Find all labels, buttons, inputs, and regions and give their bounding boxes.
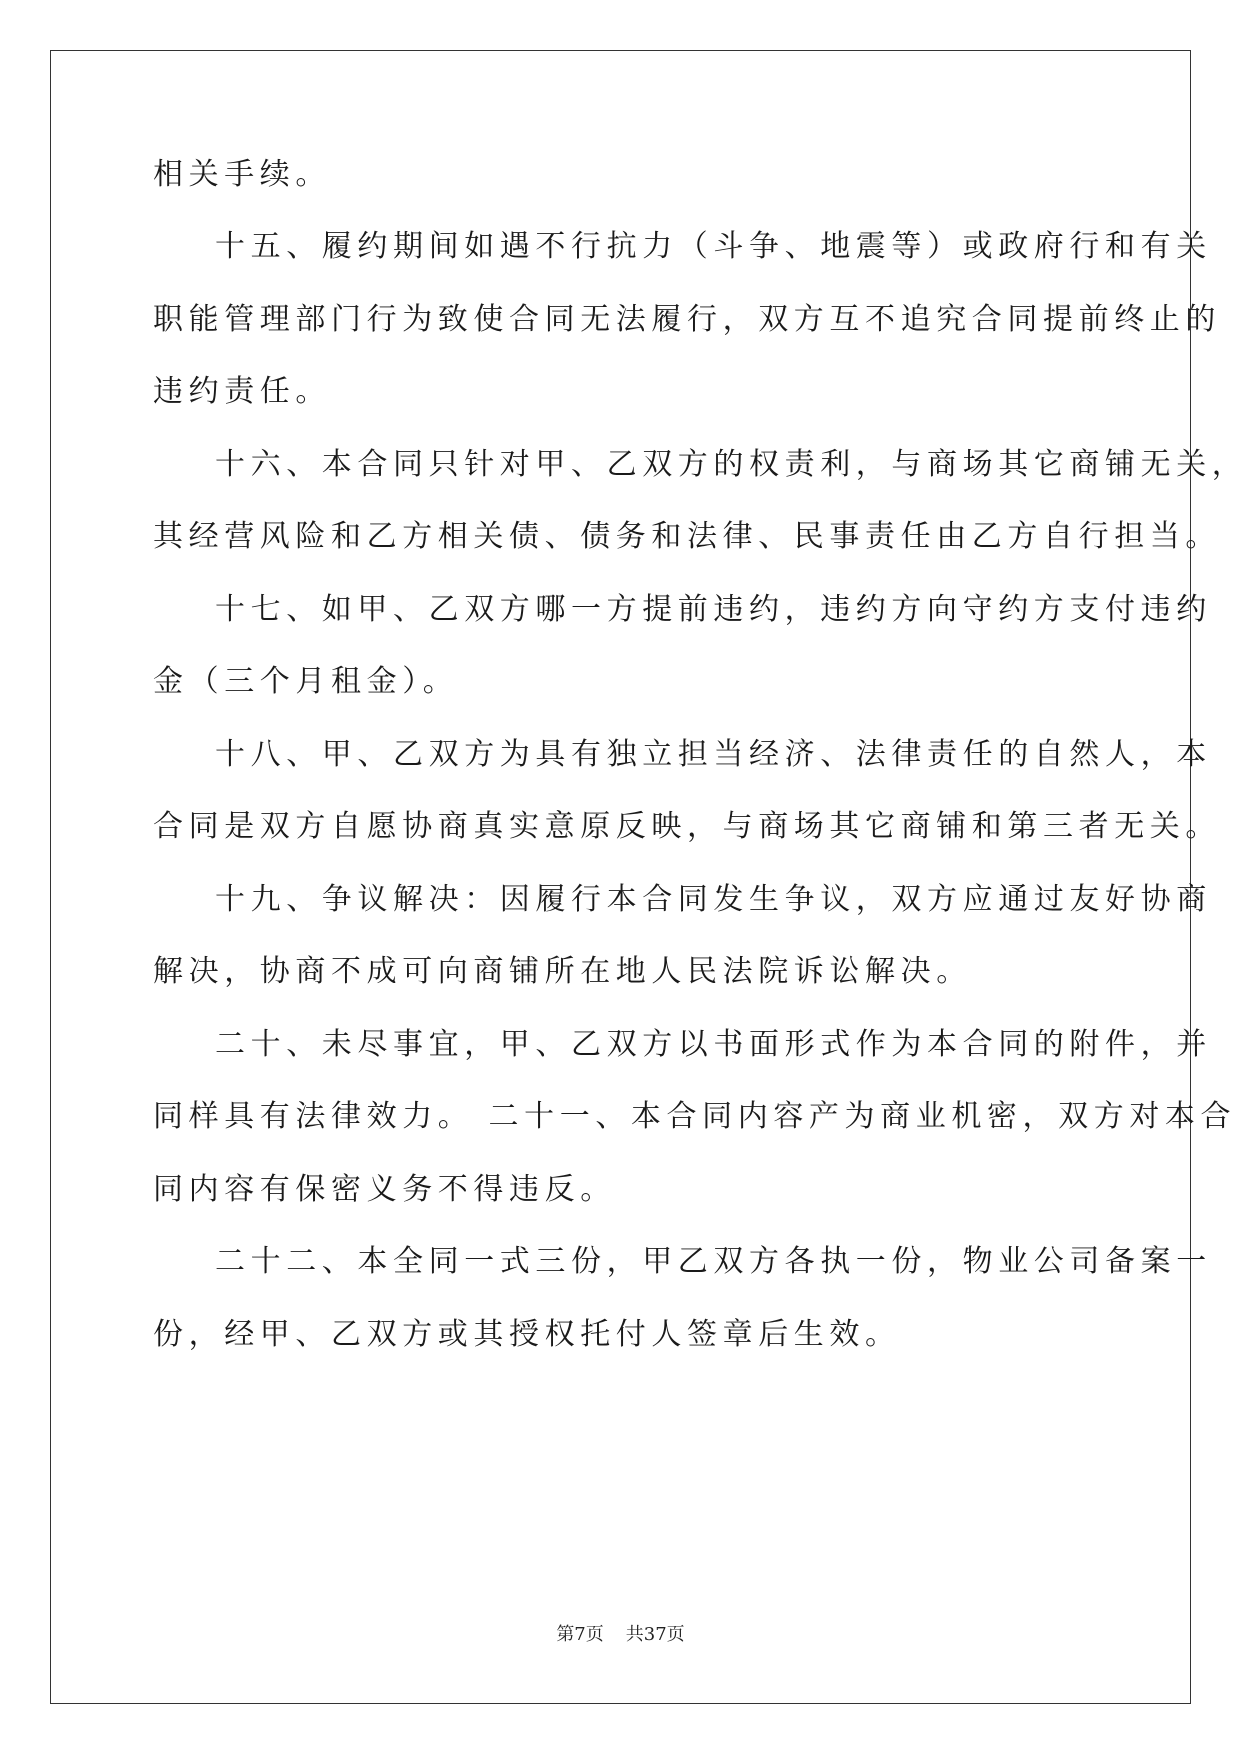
text-line: 十七、如甲、乙双方哪一方提前违约，违约方向守约方支付违约: [215, 592, 1212, 627]
text-line: 十六、本合同只针对甲、乙双方的权责利，与商场其它商铺无关，: [215, 447, 1247, 482]
text-line: 职能管理部门行为致使合同无法履行，双方互不追究合同提前终止的: [153, 302, 1221, 337]
page-total: 共37页: [625, 1624, 685, 1645]
text-line: 其经营风险和乙方相关债、债务和法律、民事责任由乙方自行担当。: [153, 519, 1221, 554]
text-line: 解决，协商不成可向商铺所在地人民法院诉讼解决。: [153, 954, 972, 989]
text-line: 十五、履约期间如遇不行抗力（斗争、地震等）或政府行和有关: [215, 229, 1212, 264]
text-line: 相关手续。: [153, 157, 331, 192]
text-line: 二十二、本全同一式三份，甲乙双方各执一份，物业公司备案一: [215, 1244, 1212, 1279]
text-line: 十八、甲、乙双方为具有独立担当经济、法律责任的自然人，本: [215, 737, 1212, 772]
text-line: 十九、争议解决：因履行本合同发生争议，双方应通过友好协商: [215, 882, 1212, 917]
text-line: 金（三个月租金）。: [153, 664, 459, 699]
page-number: 第7页: [556, 1624, 604, 1645]
text-line: 同内容有保密义务不得违反。: [153, 1172, 616, 1207]
text-line: 违约责任。: [153, 374, 331, 409]
text-line: 合同是双方自愿协商真实意原反映，与商场其它商铺和第三者无关。: [153, 809, 1221, 844]
text-line: 份，经甲、乙双方或其授权托付人签章后生效。: [153, 1317, 901, 1352]
text-line: 同样具有法律效力。 二十一、本合同内容产为商业机密，双方对本合: [153, 1099, 1237, 1134]
page-footer: [0, 1624, 1241, 1646]
page-border: [50, 50, 1247, 1704]
text-line: 二十、未尽事宜，甲、乙双方以书面形式作为本合同的附件，并: [215, 1027, 1212, 1062]
